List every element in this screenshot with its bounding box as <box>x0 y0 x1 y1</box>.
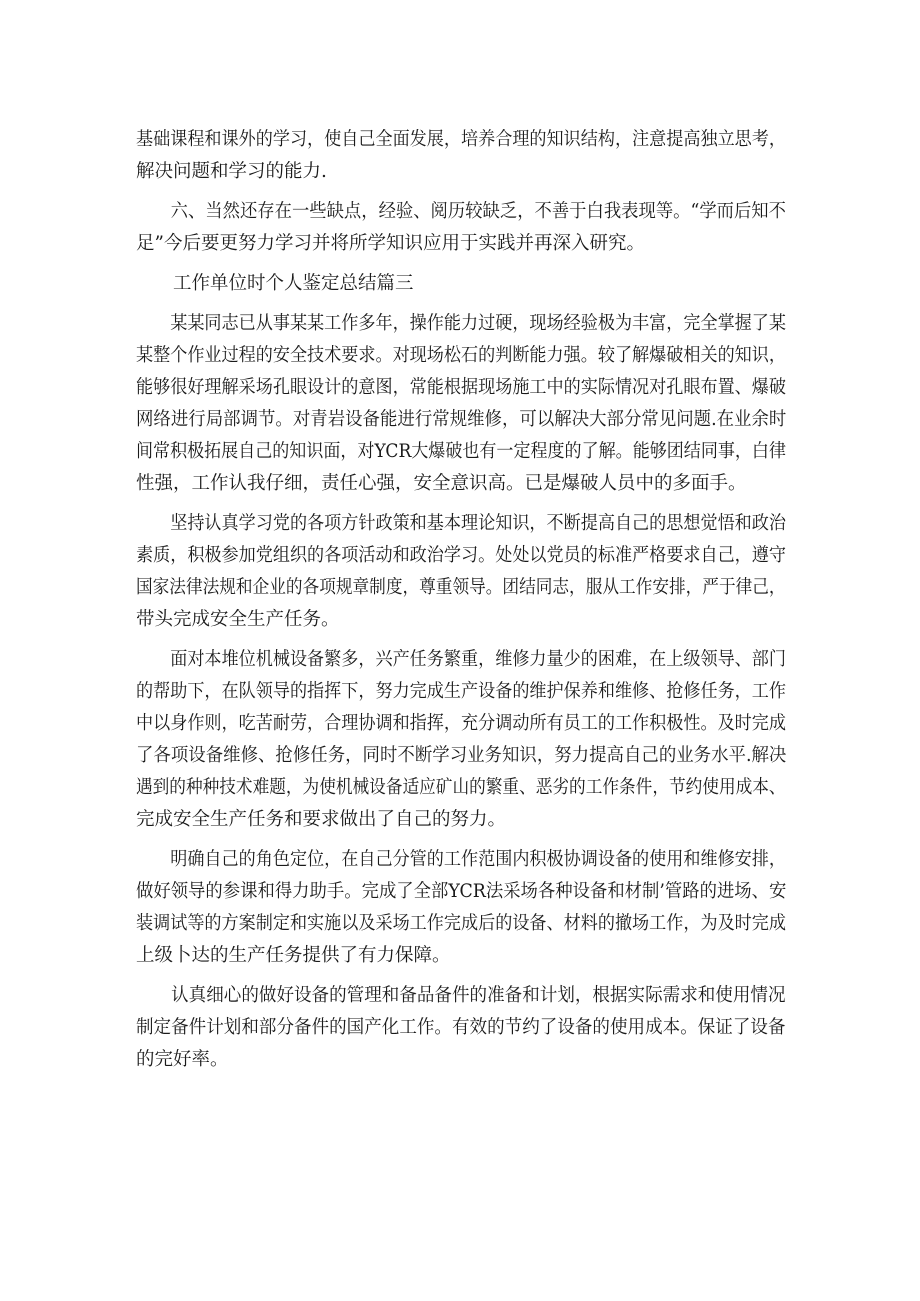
text-line: 明确自己的角色定位，在自己分管的工作范围内积极协调设备的使用和维修安排， <box>170 849 787 870</box>
paragraph <box>136 644 786 836</box>
paragraph <box>136 124 786 188</box>
text-line: 中以身作则，吃苦耐劳，合理协调和指挥，充分调动所有员工的工作积极性。及时完成 <box>136 713 786 734</box>
text-line: 了各项设备维修、抢修任务，同时不断学习业务知识，努力提高自己的业务水平.解决 <box>136 745 786 766</box>
text-line: 面对本堆位机械设备繁多，兴产任务繁重，维修力量少的困难，在上级领导、部门 <box>170 649 787 670</box>
text-line: 上级卜达的生产任务提供了有力保障。 <box>136 945 451 966</box>
paragraph <box>136 980 786 1076</box>
text-line: 做好领导的参课和得力助手。完成了全部YCR法采场各种设备和材制’管路的进场、安 <box>136 881 787 902</box>
text-line: 工作单位时个人鉴定总结篇三 <box>173 273 414 294</box>
text-line: 六、当然还存在一些缺点，经验、阅历较缺乏，不善于白我表现等。“学而后知不 <box>170 201 786 222</box>
text-line: 遇到的种种技术难题，为使机械设备适应矿山的繁重、恶劣的工作条件，节约使用成本、 <box>136 777 786 798</box>
document-body <box>136 124 786 1084</box>
paragraph <box>136 308 786 500</box>
text-line: 的帮助下，在队领导的指挥下，努力完成生产设备的维护保养和维修、抢修任务，工作 <box>136 681 786 702</box>
text-line: 能够很好理解采场孔眼设计的意图，常能根据现场施工中的实际情况对孔眼布置、爆破 <box>136 377 786 398</box>
text-line: 间常积极拓展自己的知识面，对YCR大爆破也有一定程度的了解。能够团结同事，白律 <box>136 441 786 462</box>
text-line: 性强，工作认我仔细，责任心强，安全意识高。已是爆破人员中的多面手。 <box>136 473 747 494</box>
paragraph <box>136 268 786 300</box>
text-line: 某整个作业过程的安全技术要求。对现场松石的判断能力强。较了解爆破相关的知识， <box>136 345 786 366</box>
paragraph <box>136 508 786 636</box>
text-line: 国家法律法规和企业的各项规章制度，尊重领导。团结同志，服从工作安排，严于律己， <box>136 577 786 598</box>
text-line: 网络进行局部调节。对青岩设备能进行常规维修，可以解决大部分常见问题.在业余时 <box>136 409 786 430</box>
text-line: 装调试等的方案制定和实施以及采场工作完成后的设备、材料的撤场工作，为及时完成 <box>136 913 786 934</box>
text-line: 某某同志已从事某某工作多年，操作能力过硬，现场经验极为丰富，完全掌握了某 <box>170 313 787 334</box>
text-line: 制定备件计划和部分备件的国产化工作。有效的节约了设备的使用成本。保证了设备 <box>136 1017 786 1038</box>
text-line: 素质，积极参加党组织的各项活动和政治学习。处处以党员的标准严格要求自己，遵守 <box>136 545 786 566</box>
text-line: 带头完成安全生产任务。 <box>136 609 340 630</box>
text-line: 基础课程和课外的学习，使自己全面发展，培养合理的知识结构，注意提高独立思考， <box>136 129 786 150</box>
text-line: 认真细心的做好设备的管理和备品备件的准备和计划，根据实际需求和使用情况 <box>171 985 786 1006</box>
text-line: 坚持认真学习党的各项方针政策和基本理论知识，不断提高自己的思想觉悟和政治 <box>170 513 787 534</box>
text-line: 的完好率。 <box>136 1049 229 1070</box>
text-line: 完成安全生产任务和要求做出了自己的努力。 <box>136 809 507 830</box>
text-line: 足”今后要更努力学习并将所学知识应用于实践并再深入研究。 <box>136 233 645 254</box>
paragraph <box>136 196 786 260</box>
text-line: 解决问题和学习的能力. <box>136 161 327 182</box>
paragraph <box>136 844 786 972</box>
